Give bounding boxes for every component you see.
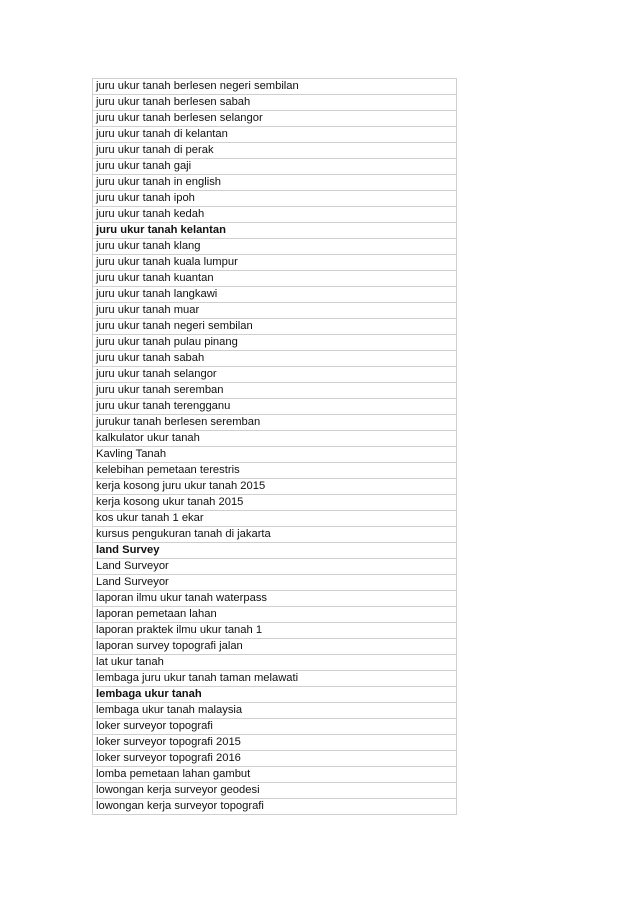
table-row [93,655,457,671]
keyword-cell: juru ukur tanah terengganu [93,399,457,415]
table-row [93,335,457,351]
keyword-cell: juru ukur tanah selangor [93,367,457,383]
table-row [93,719,457,735]
table-row [93,303,457,319]
table-row [93,207,457,223]
table-row [93,223,457,239]
keyword-cell: juru ukur tanah di kelantan [93,127,457,143]
keyword-table [92,78,457,815]
keyword-cell: juru ukur tanah pulau pinang [93,335,457,351]
table-row [93,239,457,255]
table-row [93,735,457,751]
keyword-cell: juru ukur tanah seremban [93,383,457,399]
keyword-cell: juru ukur tanah berlesen negeri sembilan [93,79,457,95]
keyword-cell: juru ukur tanah ipoh [93,191,457,207]
keyword-cell: juru ukur tanah gaji [93,159,457,175]
table-row [93,319,457,335]
table-row [93,767,457,783]
table-row [93,799,457,815]
table-row [93,255,457,271]
keyword-cell: juru ukur tanah kelantan [93,223,457,239]
keyword-cell: lembaga ukur tanah malaysia [93,703,457,719]
keyword-cell: loker surveyor topografi 2016 [93,751,457,767]
table-row [93,783,457,799]
keyword-cell: juru ukur tanah kedah [93,207,457,223]
table-row [93,351,457,367]
keyword-cell: lomba pemetaan lahan gambut [93,767,457,783]
table-row [93,495,457,511]
table-row [93,447,457,463]
keyword-cell: juru ukur tanah berlesen selangor [93,111,457,127]
keyword-cell: lowongan kerja surveyor geodesi [93,783,457,799]
keyword-cell: lat ukur tanah [93,655,457,671]
keyword-cell: jurukur tanah berlesen seremban [93,415,457,431]
table-row [93,159,457,175]
keyword-cell: juru ukur tanah negeri sembilan [93,319,457,335]
keyword-cell: laporan pemetaan lahan [93,607,457,623]
table-row [93,751,457,767]
keyword-cell: kelebihan pemetaan terestris [93,463,457,479]
keyword-cell: kerja kosong juru ukur tanah 2015 [93,479,457,495]
keyword-cell: kalkulator ukur tanah [93,431,457,447]
keyword-cell: land Survey [93,543,457,559]
table-row [93,415,457,431]
table-row [93,559,457,575]
table-row [93,703,457,719]
keyword-cell: Land Surveyor [93,559,457,575]
table-row [93,591,457,607]
table-row [93,399,457,415]
table-row [93,191,457,207]
keyword-cell: juru ukur tanah langkawi [93,287,457,303]
keyword-cell: lowongan kerja surveyor topografi [93,799,457,815]
table-row [93,287,457,303]
table-row [93,383,457,399]
keyword-cell: juru ukur tanah di perak [93,143,457,159]
table-row [93,511,457,527]
table-row [93,175,457,191]
keyword-cell: juru ukur tanah sabah [93,351,457,367]
table-row [93,463,457,479]
table-row [93,367,457,383]
keyword-cell: juru ukur tanah kuala lumpur [93,255,457,271]
keyword-cell: loker surveyor topografi 2015 [93,735,457,751]
keyword-table-body [93,79,457,815]
keyword-cell: juru ukur tanah kuantan [93,271,457,287]
table-row [93,543,457,559]
keyword-cell: laporan ilmu ukur tanah waterpass [93,591,457,607]
table-row [93,671,457,687]
table-row [93,687,457,703]
table-row [93,111,457,127]
keyword-cell: laporan survey topografi jalan [93,639,457,655]
keyword-cell: kos ukur tanah 1 ekar [93,511,457,527]
table-row [93,127,457,143]
table-row [93,79,457,95]
keyword-cell: lembaga ukur tanah [93,687,457,703]
keyword-cell: kerja kosong ukur tanah 2015 [93,495,457,511]
keyword-cell: kursus pengukuran tanah di jakarta [93,527,457,543]
table-row [93,271,457,287]
table-row [93,95,457,111]
keyword-cell: Kavling Tanah [93,447,457,463]
keyword-cell: juru ukur tanah in english [93,175,457,191]
keyword-cell: juru ukur tanah klang [93,239,457,255]
table-row [93,479,457,495]
keyword-cell: lembaga juru ukur tanah taman melawati [93,671,457,687]
table-row [93,639,457,655]
keyword-cell: juru ukur tanah berlesen sabah [93,95,457,111]
keyword-cell: Land Surveyor [93,575,457,591]
table-row [93,607,457,623]
table-row [93,575,457,591]
table-row [93,623,457,639]
keyword-cell: loker surveyor topografi [93,719,457,735]
keyword-cell: laporan praktek ilmu ukur tanah 1 [93,623,457,639]
table-row [93,431,457,447]
table-row [93,143,457,159]
keyword-cell: juru ukur tanah muar [93,303,457,319]
table-row [93,527,457,543]
